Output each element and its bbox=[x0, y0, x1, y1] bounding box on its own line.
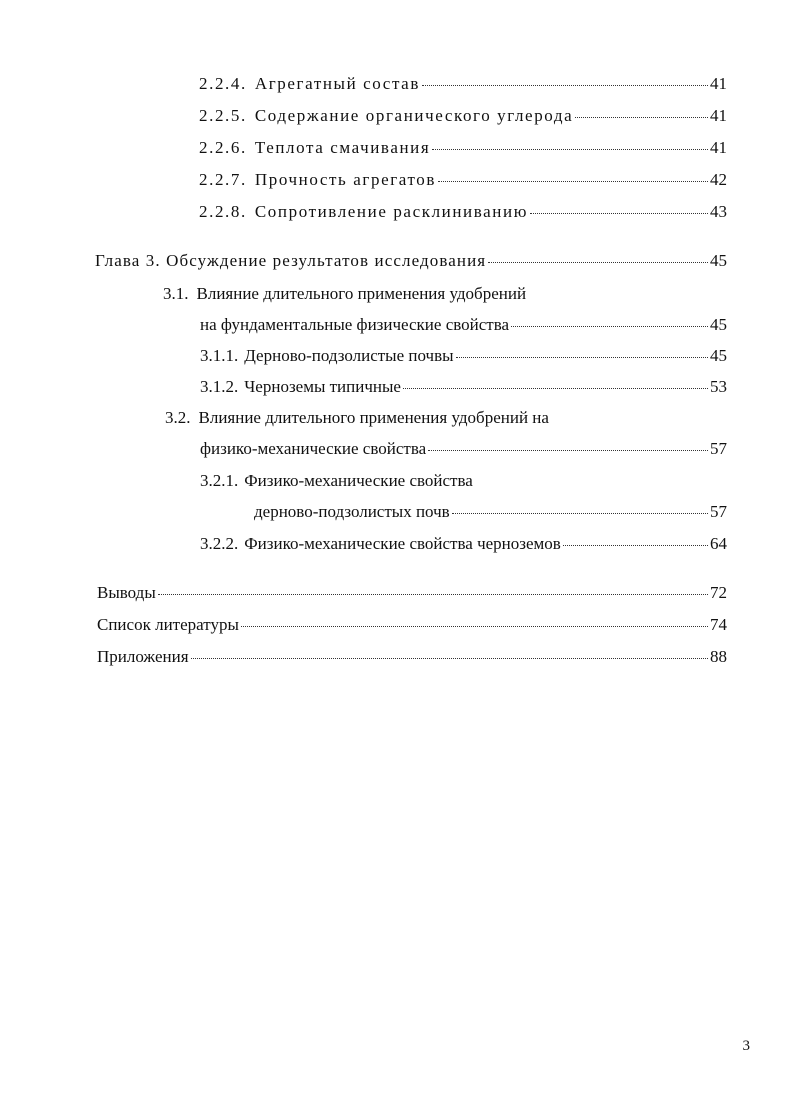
toc-page-number: 45 bbox=[710, 346, 727, 365]
toc-entry-chapter-3[interactable] bbox=[95, 251, 727, 271]
toc-title: Выводы bbox=[97, 583, 156, 602]
toc-page-number: 41 bbox=[710, 138, 727, 157]
dot-leader bbox=[452, 513, 708, 514]
toc-title: Прочность агрегатов bbox=[254, 170, 437, 189]
toc-title: Содержание органического углерода bbox=[254, 106, 574, 125]
toc-entry-3-1-continuation[interactable] bbox=[200, 315, 727, 335]
toc-page-number: 88 bbox=[710, 647, 727, 666]
toc-entry-2-2-8[interactable] bbox=[199, 202, 727, 222]
dot-leader bbox=[488, 262, 708, 263]
toc-entry-3-1-2[interactable] bbox=[200, 377, 727, 397]
toc-title: дерново-подзолистых почв bbox=[254, 502, 450, 521]
dot-leader bbox=[438, 181, 708, 182]
dot-leader bbox=[575, 117, 708, 118]
toc-page-number: 57 bbox=[710, 502, 727, 521]
toc-number: 3.1. bbox=[163, 284, 189, 303]
toc-number: 3.1.2. bbox=[200, 377, 239, 396]
toc-entry-3-1-1[interactable] bbox=[200, 346, 727, 366]
toc-entry-3-2[interactable] bbox=[165, 408, 727, 428]
toc-page-number: 43 bbox=[710, 202, 727, 221]
toc-number: 3.2.1. bbox=[200, 471, 239, 490]
toc-page-number: 57 bbox=[710, 439, 727, 458]
toc-number: 3.2. bbox=[165, 408, 191, 427]
dot-leader bbox=[403, 388, 708, 389]
toc-page-number: 41 bbox=[710, 106, 727, 125]
dot-leader bbox=[191, 658, 708, 659]
toc-title: Влияние длительного применения удобрений на bbox=[198, 408, 549, 427]
toc-entry-2-2-5[interactable] bbox=[199, 106, 727, 126]
page-number-footer: 3 bbox=[742, 1038, 750, 1054]
toc-title: физико-механические свойства bbox=[200, 439, 427, 458]
toc-entry-3-2-2[interactable] bbox=[200, 534, 727, 554]
dot-leader bbox=[456, 357, 708, 358]
toc-entry-2-2-6[interactable] bbox=[199, 138, 727, 158]
dot-leader bbox=[511, 326, 708, 327]
dot-leader bbox=[530, 213, 708, 214]
dot-leader bbox=[241, 626, 708, 627]
toc-page-number: 42 bbox=[710, 170, 727, 189]
toc-title: Физико-механические свойства bbox=[244, 471, 473, 490]
toc-entry-3-2-1[interactable] bbox=[200, 471, 727, 491]
toc-number: 2.2.7. bbox=[199, 170, 247, 189]
toc-page-number: 74 bbox=[710, 615, 727, 634]
dot-leader bbox=[432, 149, 708, 150]
toc-page-number: 72 bbox=[710, 583, 727, 602]
dot-leader bbox=[563, 545, 708, 546]
toc-title: Дерново-подзолистые почвы bbox=[244, 346, 454, 365]
toc-number: 2.2.4. bbox=[199, 74, 247, 93]
dot-leader bbox=[158, 594, 708, 595]
toc-page-number: 41 bbox=[710, 74, 727, 93]
toc-title: Черноземы типичные bbox=[244, 377, 401, 396]
toc-entry-3-2-1-continuation[interactable] bbox=[254, 502, 727, 522]
toc-title: Физико-механические свойства черноземов bbox=[244, 534, 561, 553]
toc-title: Сопротивление расклиниванию bbox=[254, 202, 528, 221]
toc-title: Теплота смачивания bbox=[254, 138, 431, 157]
toc-number: 2.2.6. bbox=[199, 138, 247, 157]
toc-entry-2-2-4[interactable] bbox=[199, 74, 727, 94]
toc-entry-appendices[interactable] bbox=[97, 647, 727, 667]
toc-number: 2.2.5. bbox=[199, 106, 247, 125]
toc-title: Глава 3. Обсуждение результатов исследования bbox=[95, 251, 487, 270]
toc-page-number: 45 bbox=[710, 251, 727, 270]
dot-leader bbox=[422, 85, 708, 86]
toc-entry-references[interactable] bbox=[97, 615, 727, 635]
dot-leader bbox=[428, 450, 708, 451]
toc-entry-3-2-continuation[interactable] bbox=[200, 439, 727, 459]
toc-title: Приложения bbox=[97, 647, 189, 666]
toc-entry-2-2-7[interactable] bbox=[199, 170, 727, 190]
toc-page-number: 45 bbox=[710, 315, 727, 334]
toc-title: Влияние длительного применения удобрений bbox=[196, 284, 527, 303]
toc-title: Список литературы bbox=[97, 615, 239, 634]
toc-page-number: 64 bbox=[710, 534, 727, 553]
toc-entry-conclusions[interactable] bbox=[97, 583, 727, 603]
toc-number: 3.1.1. bbox=[200, 346, 239, 365]
toc-number: 2.2.8. bbox=[199, 202, 247, 221]
toc-title: на фундаментальные физические свойства bbox=[200, 315, 510, 334]
toc-number: 3.2.2. bbox=[200, 534, 239, 553]
toc-entry-3-1[interactable] bbox=[163, 284, 727, 304]
toc-page-number: 53 bbox=[710, 377, 727, 396]
toc-title: Агрегатный состав bbox=[254, 74, 420, 93]
